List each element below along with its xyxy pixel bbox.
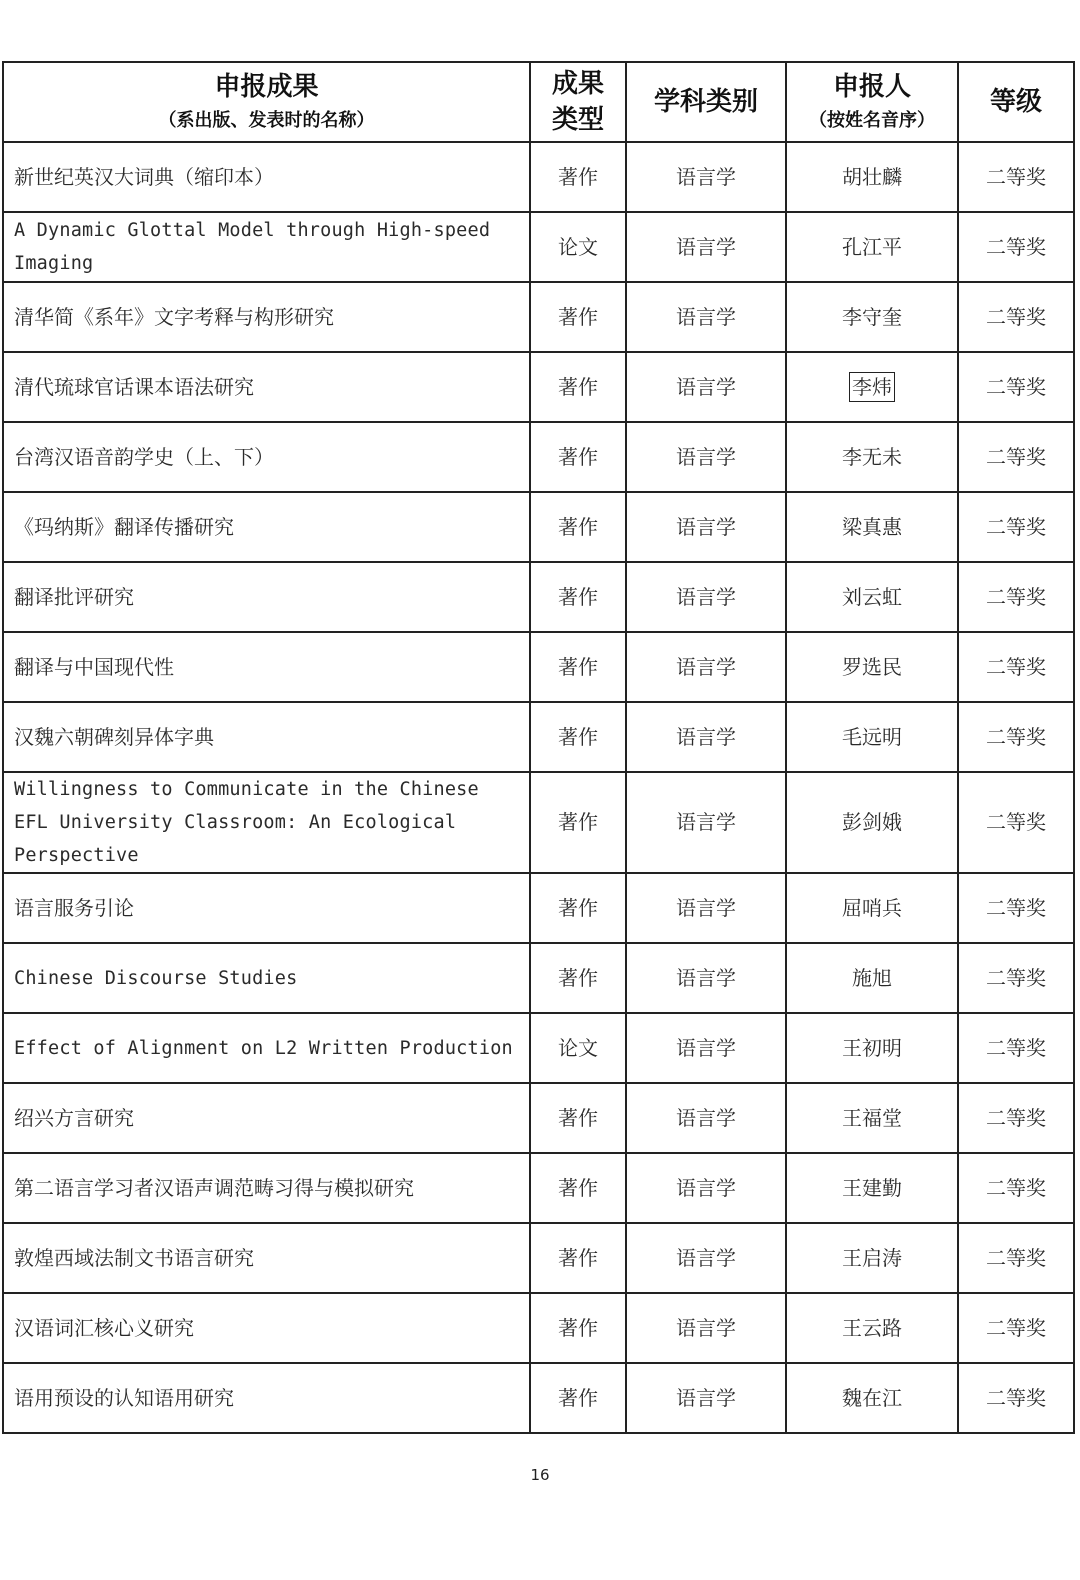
header-title-sub: （系出版、发表时的名称）: [158, 110, 375, 131]
cell-title-text: Chinese Discourse Studies: [14, 967, 298, 989]
cell-grade: 二等奖: [958, 1293, 1074, 1363]
cell-title-text: Effect of Alignment on L2 Written Production: [14, 1037, 513, 1059]
header-grade: [958, 62, 1074, 142]
cell-applicant: 施旭: [786, 943, 958, 1013]
header-type-line2: 类型: [551, 105, 604, 135]
cell-applicant: 梁真惠: [786, 492, 958, 562]
cell-applicant: 王建勤: [786, 1153, 958, 1223]
cell-grade: 二等奖: [958, 1153, 1074, 1223]
cell-discipline: 语言学: [626, 492, 786, 562]
cell-applicant: 魏在江: [786, 1363, 958, 1433]
cell-discipline: 语言学: [626, 772, 786, 873]
cell-discipline: 语言学: [626, 422, 786, 492]
table-row: [3, 1083, 1074, 1153]
cell-applicant: 李守奎: [786, 282, 958, 352]
cell-type: 著作: [530, 492, 626, 562]
table-row: [3, 772, 1074, 873]
table-row: [3, 1153, 1074, 1223]
cell-title: 清华简《系年》文字考释与构形研究: [3, 282, 530, 352]
cell-grade: 二等奖: [958, 772, 1074, 873]
cell-title-text: A Dynamic Glottal Model through High-speed Imaging: [14, 220, 491, 274]
cell-applicant: 胡壮麟: [786, 142, 958, 212]
cell-discipline: 语言学: [626, 1153, 786, 1223]
cell-discipline: 语言学: [626, 1013, 786, 1083]
table-row: [3, 632, 1074, 702]
cell-type: 论文: [530, 1013, 626, 1083]
cell-type: 著作: [530, 1083, 626, 1153]
cell-applicant: 王云路: [786, 1293, 958, 1363]
cell-discipline: 语言学: [626, 943, 786, 1013]
cell-grade: 二等奖: [958, 1363, 1074, 1433]
cell-title: 翻译与中国现代性: [3, 632, 530, 702]
table-row: [3, 1293, 1074, 1363]
cell-title: [3, 943, 530, 1013]
cell-title: 敦煌西域法制文书语言研究: [3, 1223, 530, 1293]
table-row: [3, 873, 1074, 943]
header-applicant-main: 申报人: [832, 72, 911, 102]
header-type: [530, 62, 626, 142]
header-applicant: [786, 62, 958, 142]
cell-grade: 二等奖: [958, 352, 1074, 422]
cell-title: 清代琉球官话课本语法研究: [3, 352, 530, 422]
cell-type: 著作: [530, 702, 626, 772]
cell-title: [3, 772, 530, 873]
cell-title: 第二语言学习者汉语声调范畴习得与模拟研究: [3, 1153, 530, 1223]
header-type-line1: 成果: [551, 69, 604, 99]
header-row: [3, 62, 1074, 142]
cell-type: 著作: [530, 772, 626, 873]
cell-title: [3, 212, 530, 282]
cell-type: 著作: [530, 1293, 626, 1363]
cell-grade: 二等奖: [958, 943, 1074, 1013]
cell-discipline: 语言学: [626, 1083, 786, 1153]
table-row: [3, 212, 1074, 282]
page-number: 16: [530, 1466, 550, 1484]
cell-type: 著作: [530, 1223, 626, 1293]
table-row: [3, 142, 1074, 212]
cell-applicant: 王福堂: [786, 1083, 958, 1153]
cell-discipline: 语言学: [626, 632, 786, 702]
cell-title: 语用预设的认知语用研究: [3, 1363, 530, 1433]
cell-title-text: Willingness to Communicate in the Chinese EFL University Classroom: An Ecological Perspective: [14, 779, 479, 866]
table-body: [3, 142, 1074, 1433]
table-row: [3, 352, 1074, 422]
cell-applicant: [786, 352, 958, 422]
cell-discipline: 语言学: [626, 1363, 786, 1433]
cell-applicant: 屈哨兵: [786, 873, 958, 943]
cell-discipline: 语言学: [626, 352, 786, 422]
cell-type: 著作: [530, 352, 626, 422]
header-applicant-sub: （按姓名音序）: [809, 110, 935, 131]
table-row: [3, 282, 1074, 352]
cell-applicant: 王初明: [786, 1013, 958, 1083]
cell-applicant: 李无未: [786, 422, 958, 492]
cell-applicant: 彭剑娥: [786, 772, 958, 873]
table-row: [3, 562, 1074, 632]
cell-discipline: 语言学: [626, 702, 786, 772]
cell-title: [3, 1013, 530, 1083]
cell-grade: 二等奖: [958, 1083, 1074, 1153]
cell-title: 汉魏六朝碑刻异体字典: [3, 702, 530, 772]
table-row: [3, 1013, 1074, 1083]
table-row: [3, 1363, 1074, 1433]
cell-discipline: 语言学: [626, 142, 786, 212]
table-row: [3, 422, 1074, 492]
cell-grade: 二等奖: [958, 492, 1074, 562]
cell-applicant: 罗选民: [786, 632, 958, 702]
cell-discipline: 语言学: [626, 1223, 786, 1293]
cell-title: 台湾汉语音韵学史（上、下）: [3, 422, 530, 492]
cell-type: 著作: [530, 422, 626, 492]
cell-title: 新世纪英汉大词典（缩印本）: [3, 142, 530, 212]
cell-type: 著作: [530, 632, 626, 702]
awards-table: [2, 61, 1075, 1434]
cell-title: 《玛纳斯》翻译传播研究: [3, 492, 530, 562]
cell-grade: 二等奖: [958, 702, 1074, 772]
cell-type: 著作: [530, 873, 626, 943]
cell-applicant: 孔江平: [786, 212, 958, 282]
cell-type: 著作: [530, 1153, 626, 1223]
cell-discipline: 语言学: [626, 212, 786, 282]
cell-type: 著作: [530, 1363, 626, 1433]
cell-grade: 二等奖: [958, 212, 1074, 282]
cell-grade: 二等奖: [958, 562, 1074, 632]
table-row: [3, 943, 1074, 1013]
cell-type: 著作: [530, 142, 626, 212]
cell-title: 语言服务引论: [3, 873, 530, 943]
cell-type: 著作: [530, 943, 626, 1013]
cell-discipline: 语言学: [626, 873, 786, 943]
cell-grade: 二等奖: [958, 632, 1074, 702]
header-discipline: [626, 62, 786, 142]
cell-grade: 二等奖: [958, 142, 1074, 212]
header-grade-label: 等级: [989, 87, 1042, 117]
cell-grade: 二等奖: [958, 282, 1074, 352]
table-row: [3, 702, 1074, 772]
table-header: [3, 62, 1074, 142]
boxed-applicant-name: 李炜: [849, 372, 895, 402]
table-row: [3, 492, 1074, 562]
cell-applicant: 王启涛: [786, 1223, 958, 1293]
cell-type: 著作: [530, 562, 626, 632]
cell-grade: 二等奖: [958, 1223, 1074, 1293]
cell-title: 翻译批评研究: [3, 562, 530, 632]
header-title-main: 申报成果: [214, 72, 319, 102]
cell-discipline: 语言学: [626, 282, 786, 352]
cell-title: 绍兴方言研究: [3, 1083, 530, 1153]
cell-title: 汉语词汇核心义研究: [3, 1293, 530, 1363]
table-row: [3, 1223, 1074, 1293]
cell-applicant: 刘云虹: [786, 562, 958, 632]
cell-applicant: 毛远明: [786, 702, 958, 772]
header-discipline-label: 学科类别: [653, 87, 758, 117]
header-title: [3, 62, 530, 142]
cell-discipline: 语言学: [626, 1293, 786, 1363]
cell-type: 著作: [530, 282, 626, 352]
cell-type: 论文: [530, 212, 626, 282]
cell-discipline: 语言学: [626, 562, 786, 632]
cell-grade: 二等奖: [958, 422, 1074, 492]
cell-grade: 二等奖: [958, 1013, 1074, 1083]
cell-grade: 二等奖: [958, 873, 1074, 943]
